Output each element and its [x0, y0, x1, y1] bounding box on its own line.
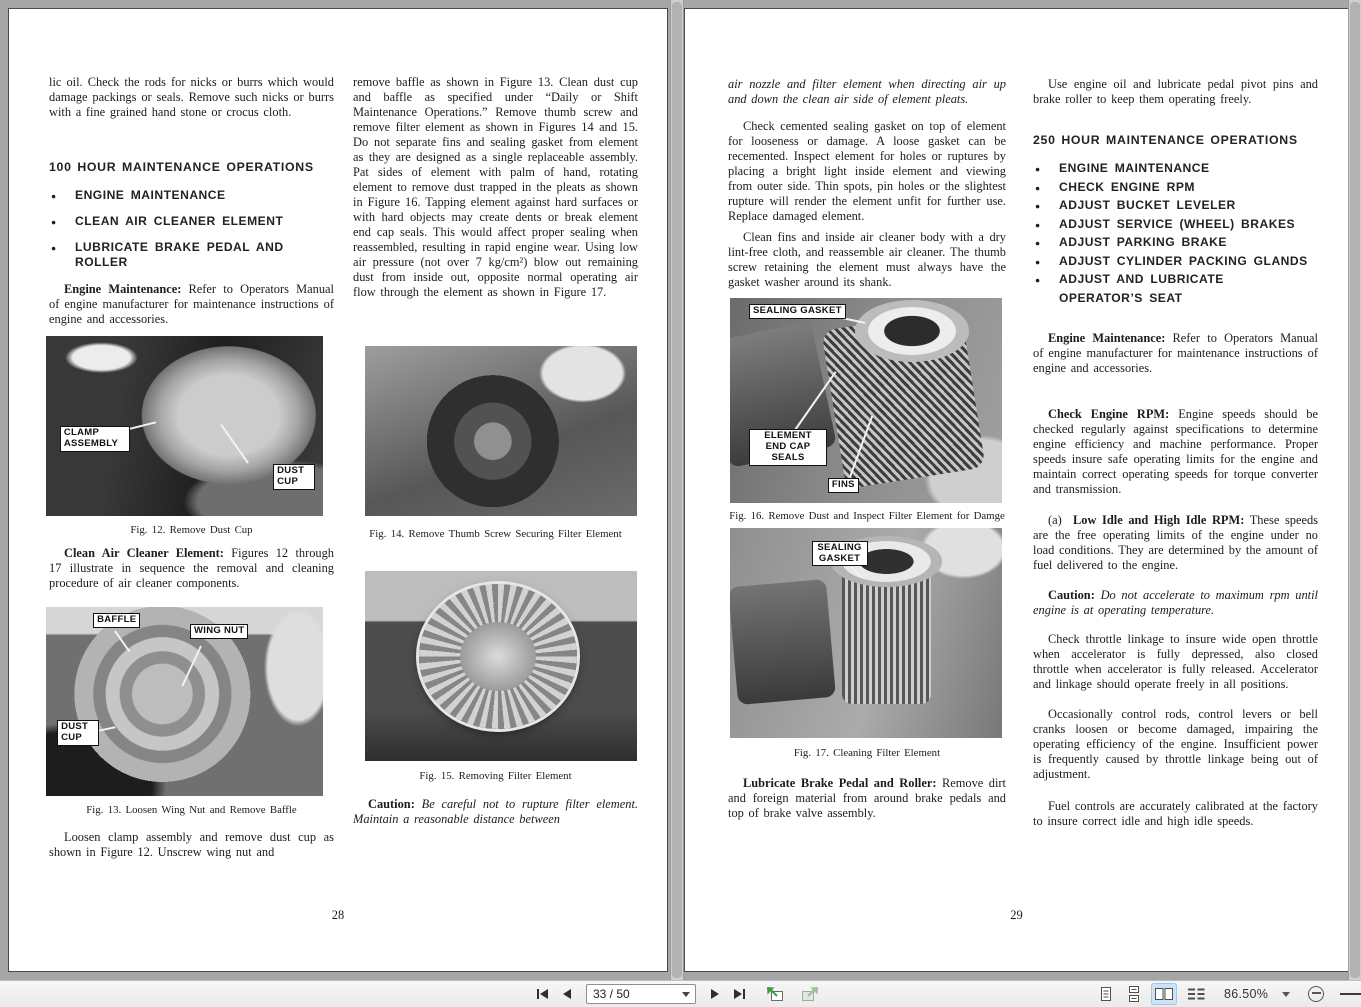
zoom-out-button[interactable] [1308, 986, 1324, 1002]
paragraph: Loosen clamp assembly and remove dust cup as shown in Figure 12. Unscrew wing nut and [49, 830, 334, 859]
figure-12 [46, 336, 323, 516]
photo-label-sealing-gasket: SEALING GASKET [812, 541, 868, 567]
scrollbar-thumb[interactable] [1350, 2, 1360, 978]
first-page-button[interactable] [533, 986, 552, 1002]
left-pane-scrollbar[interactable] [670, 0, 684, 980]
next-page-button[interactable] [707, 986, 723, 1002]
previous-page-button[interactable] [559, 986, 575, 1002]
continuous-view-icon [1126, 986, 1142, 1002]
figure-17-caption: Fig. 17. Cleaning Filter Element [793, 747, 941, 759]
paragraph: Clean fins and inside air cleaner body with a dry lint-free cloth, and reassemble air cleaner. The thumb screw retaining the element must always have the gasket washer around its shank. [728, 230, 1006, 289]
page-number: 29 [1010, 908, 1023, 922]
page-number: 28 [331, 908, 345, 922]
paragraph: Engine Maintenance: Refer to Operators Manual of engine manufacturer for maintenance instructions of engine and accessories. [1033, 331, 1318, 375]
last-page-button[interactable] [730, 986, 749, 1002]
bullet-list [1033, 159, 1318, 307]
zoom-dropdown-chevron-icon[interactable] [1282, 992, 1290, 997]
list-item: ● ENGINE MAINTENANCE [49, 188, 334, 203]
paragraph: lic oil. Check the rods for nicks or burrs which would damage packings or seals. Remove such nicks or burrs with a fine grained hand stone or crocus cloth. [49, 75, 334, 119]
photo-label-dust-cup: DUST CUP [273, 464, 315, 490]
page-28-column-2 [353, 75, 638, 827]
paragraph: Engine Maintenance: Refer to Operators Manual of engine manufacturer for maintenance instructions of engine and accessories. [49, 282, 334, 326]
filter-element-disc [419, 584, 577, 728]
page-number-input[interactable] [587, 987, 680, 1001]
photo-label-element-end-cap-seals: ELEMENT END CAP SEALS [749, 429, 827, 466]
list-item: ● ADJUST BUCKET LEVELER [1033, 196, 1318, 215]
figure-13 [46, 607, 323, 796]
photo-label-dust-cup: DUST CUP [57, 720, 99, 746]
paragraph: Check cemented sealing gasket on top of element for looseness or damage. A loose gasket can be recemented. Inspect element for holes or ruptures by placing a bright light inside element and viewing from outer side. Thin spots, pin holes or the slightest rupture will render the element unfit for further use. Replace damaged element. [728, 119, 1006, 223]
chevron-down-icon[interactable] [682, 992, 690, 997]
paragraph: Check throttle linkage to insure wide open throttle when accelerator is fully depressed, also closed throttle when accelerator is fully released. Accelerator and linkage should operate freely in all positions. [1033, 632, 1318, 691]
previous-page-icon [563, 989, 571, 999]
page-number-combobox[interactable] [586, 984, 696, 1004]
section-heading-100-hour: 100 HOUR MAINTENANCE OPERATIONS [49, 160, 314, 174]
figure-15 [365, 571, 637, 761]
page-29 [684, 8, 1349, 972]
list-item: ● ENGINE MAINTENANCE [1033, 159, 1318, 178]
bullet-list [49, 188, 334, 270]
list-item: ● ADJUST CYLINDER PACKING GLANDS [1033, 252, 1318, 271]
figure-17-photo [730, 528, 1002, 738]
two-page-view-icon [1154, 986, 1174, 1002]
page-29-column-2 [1033, 77, 1318, 829]
photo-label-wing-nut: WING NUT [190, 624, 248, 639]
photo-label-baffle: BAFFLE [93, 613, 140, 628]
list-item: ● ADJUST AND LUBRICATE OPERATOR’S SEAT [1033, 270, 1289, 307]
continuous-view-button[interactable] [1124, 984, 1144, 1004]
leader-line [114, 630, 130, 652]
zoom-slider[interactable] [1340, 987, 1361, 1001]
photo-label-clamp-assembly: CLAMP ASSEMBLY [60, 426, 130, 452]
two-page-continuous-view-icon [1186, 986, 1206, 1002]
element-top-ring [855, 300, 969, 362]
air-cleaner-body [730, 579, 836, 705]
paragraph: remove baffle as shown in Figure 13. Clean dust cup and baffle as specified under “Daily or Shift Maintenance Operations.” Remove thumb screw and remove filter element as shown in Figures 14 and 15. Do not separate fins and sealing gasket from element as they are designed as a single replaceable assembly. Pat sides of element with palm of hand, rotating element to remove dust trapped in the pleats as shown in Figure 16. Tapping element against hard surfaces or with hard objects may create dents or break element end cap seals. This would affect proper sealing when reassembled, resulting in rapid engine wear. Using low air pressure (not over 7 kg/cm²) blow out remaining dust from inside out, opposite normal operating air flow through the element as shown in Figure 17. [353, 75, 638, 299]
single-page-view-icon [1098, 986, 1114, 1002]
photo-label-fins: FINS [828, 478, 859, 493]
paragraph: Check Engine RPM: Engine speeds should be checked regularly against specifications to determine engine efficiency and machine performance. Proper speeds insure safe operating limits for the engine and maintain correct operating speeds for torque converter and transmission. [1033, 407, 1319, 496]
figure-13-photo [46, 607, 323, 796]
paragraph: Occasionally control rods, control levers or bell cranks loosen or become damaged, impairing the operating efficiency of the engine. Insufficient power is frequently caused by throttle linkage being out of adjustment. [1033, 707, 1318, 781]
status-bar [0, 980, 1361, 1007]
figure-14-photo [365, 346, 637, 516]
figure-16-caption: Fig. 16. Remove Dust and Inspect Filter Element for Damge [729, 510, 1005, 522]
page-28 [8, 8, 668, 972]
caution-paragraph: Caution: Be careful not to rupture filter element. Maintain a reasonable distance between [353, 797, 638, 826]
paragraph: Lubricate Brake Pedal and Roller: Remove dirt and foreign material from around brake pedals and top of brake valve assembly. [728, 776, 1006, 820]
photo-label-sealing-gasket: SEALING GASKET [749, 304, 846, 319]
two-page-continuous-view-button[interactable] [1184, 984, 1208, 1004]
view-mode-group [1096, 981, 1361, 1007]
last-page-icon [734, 989, 742, 999]
paragraph: Clean Air Cleaner Element: Figures 12 through 17 illustrate in sequence the removal and cleaning procedure of air cleaner components. [49, 546, 334, 590]
figure-16-photo [730, 298, 1002, 503]
two-page-view-button[interactable] [1152, 984, 1176, 1004]
figure-13-caption: Fig. 13. Loosen Wing Nut and Remove Baffle [86, 804, 297, 816]
first-page-icon [537, 989, 539, 999]
page-29-column-1 [728, 77, 1006, 821]
scrollbar-thumb[interactable] [672, 2, 682, 978]
figure-16 [730, 298, 1002, 503]
right-pane-scrollbar[interactable] [1348, 0, 1361, 980]
figure-15-photo [365, 571, 637, 761]
list-item: ● ADJUST PARKING BRAKE [1033, 233, 1318, 252]
figure-17 [730, 528, 1002, 738]
previous-view-icon [766, 986, 785, 1002]
page-navigation-group [533, 981, 823, 1007]
paragraph-italic: air nozzle and filter element when directing air up and down the clean air side of element pleats. [728, 77, 1006, 106]
zoom-slider-track [1340, 993, 1361, 995]
paragraph: Fuel controls are accurately calibrated at the factory to insure correct idle and high idle speeds. [1033, 799, 1318, 828]
next-view-button[interactable] [796, 983, 823, 1005]
zoom-percentage[interactable]: 86.50% [1224, 987, 1269, 1001]
figure-14 [365, 346, 637, 516]
figure-14-caption: Fig. 14. Remove Thumb Screw Securing Filter Element [369, 528, 622, 540]
list-item: ● LUBRICATE BRAKE PEDAL AND ROLLER [49, 240, 334, 270]
paragraph: Use engine oil and lubricate pedal pivot pins and brake roller to keep them operating freely. [1033, 77, 1318, 106]
page-28-column-1 [49, 75, 334, 860]
list-item: ● CHECK ENGINE RPM [1033, 178, 1318, 197]
paragraph: (a) Low Idle and High Idle RPM: These speeds are the free operating limits of the engine under no load conditions. They are determined by the amount of fuel delivered to the engine. [1033, 513, 1318, 572]
figure-15-caption: Fig. 15. Removing Filter Element [419, 770, 572, 782]
list-item: ● ADJUST SERVICE (WHEEL) BRAKES [1033, 215, 1318, 234]
list-item: ● CLEAN AIR CLEANER ELEMENT [49, 214, 334, 229]
next-page-icon [711, 989, 719, 999]
figure-12-photo [46, 336, 323, 516]
figure-12-caption: Fig. 12. Remove Dust Cup [130, 524, 253, 536]
leader-line [220, 424, 249, 464]
single-page-view-button[interactable] [1096, 984, 1116, 1004]
section-heading-250-hour: 250 HOUR MAINTENANCE OPERATIONS [1033, 133, 1298, 147]
next-view-icon [800, 986, 819, 1002]
caution-paragraph: Caution: Do not accelerate to maximum rpm until engine is at operating temperature. [1033, 588, 1318, 617]
previous-view-button[interactable] [762, 983, 789, 1005]
leader-line [181, 645, 202, 686]
